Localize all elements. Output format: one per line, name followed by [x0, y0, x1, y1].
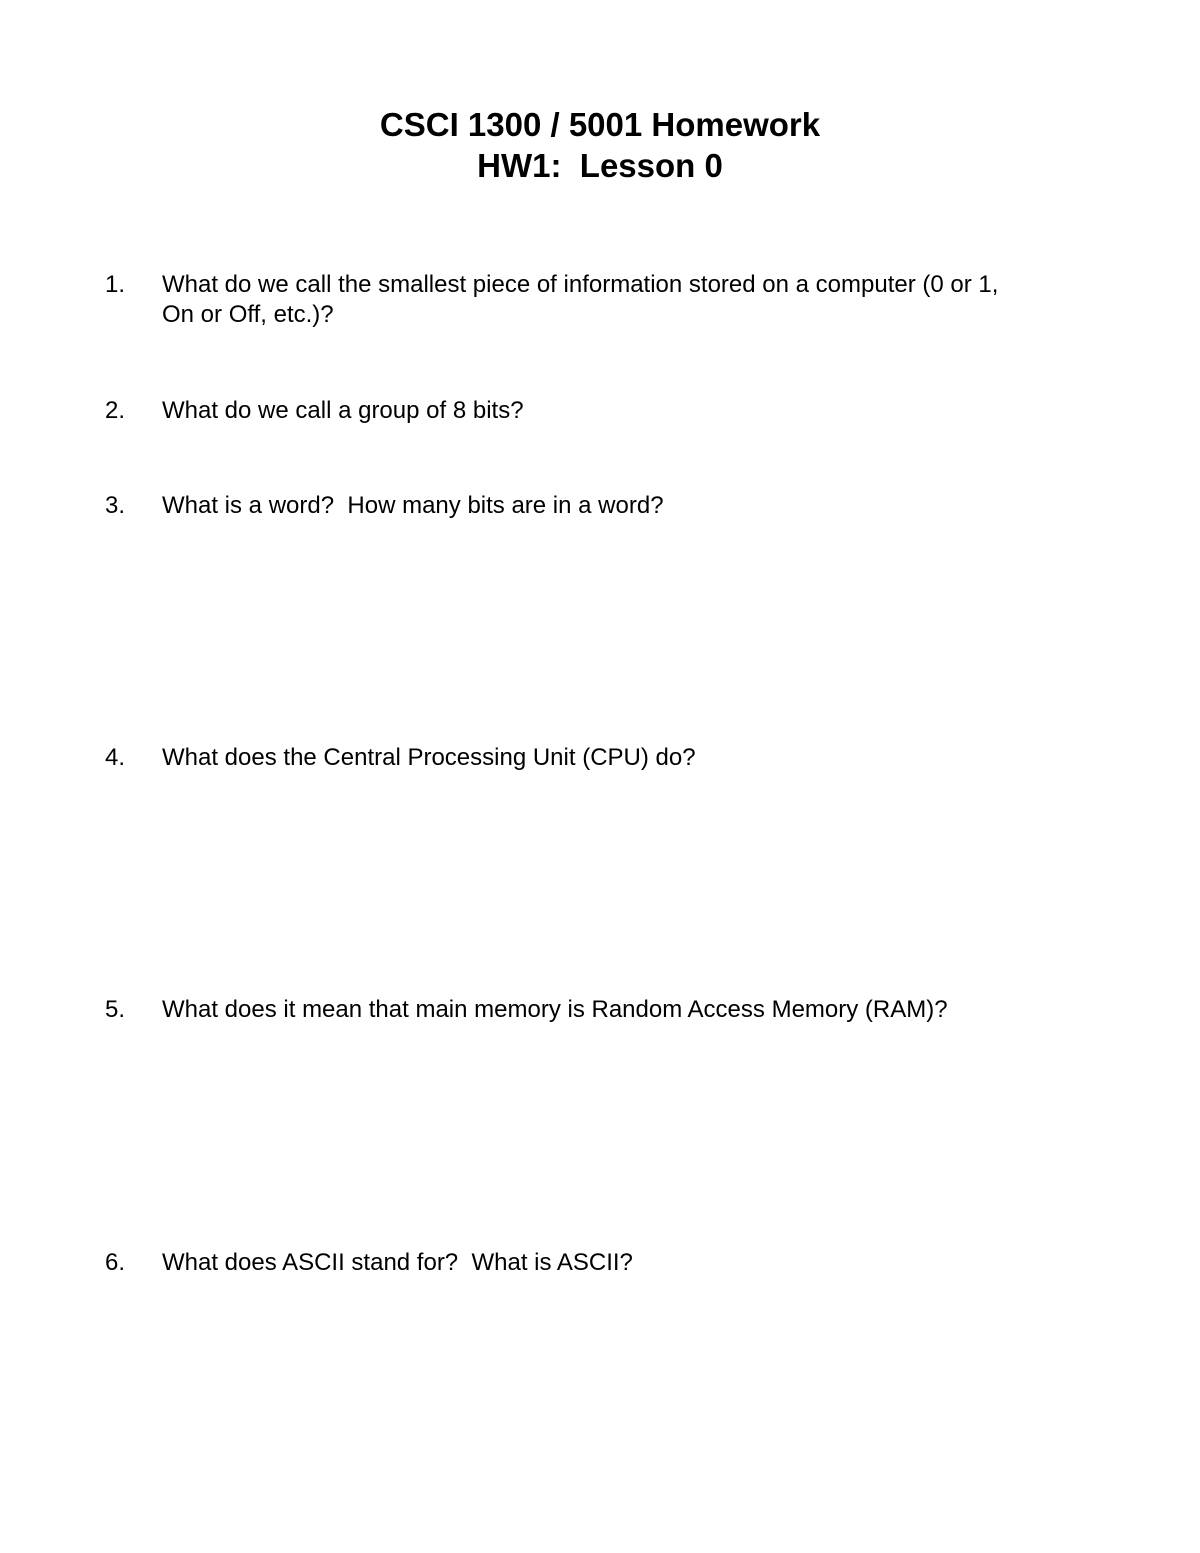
- question-1: [0, 270, 1200, 332]
- question-5: [0, 995, 1200, 1026]
- question-text-line: What do we call the smallest piece of information stored on a computer (0 or 1,: [162, 271, 999, 298]
- question-number: 2.: [105, 397, 126, 424]
- assignment-title: HW1: Lesson 0: [477, 147, 723, 184]
- question-text: [162, 270, 1152, 330]
- question-2: [0, 396, 1200, 427]
- question-number: 3.: [105, 492, 126, 519]
- question-text: What does it mean that main memory is Random Access Memory (RAM)?: [162, 996, 948, 1023]
- question-number: 6.: [105, 1249, 126, 1276]
- course-title: CSCI 1300 / 5001 Homework: [379, 106, 821, 143]
- question-text: What does the Central Processing Unit (CPU) do?: [162, 744, 696, 771]
- question-3: [0, 491, 1200, 522]
- question-4: [0, 743, 1200, 774]
- question-text: What does ASCII stand for? What is ASCII?: [162, 1249, 633, 1276]
- question-text: What do we call a group of 8 bits?: [162, 397, 524, 424]
- question-number: 5.: [105, 996, 126, 1023]
- question-text-line: On or Off, etc.)?: [162, 301, 334, 328]
- question-text: What is a word? How many bits are in a word?: [162, 492, 664, 519]
- question-number: 4.: [105, 744, 126, 771]
- title-block: [0, 104, 1200, 186]
- question-6: [0, 1248, 1200, 1279]
- question-number: 1.: [105, 271, 126, 298]
